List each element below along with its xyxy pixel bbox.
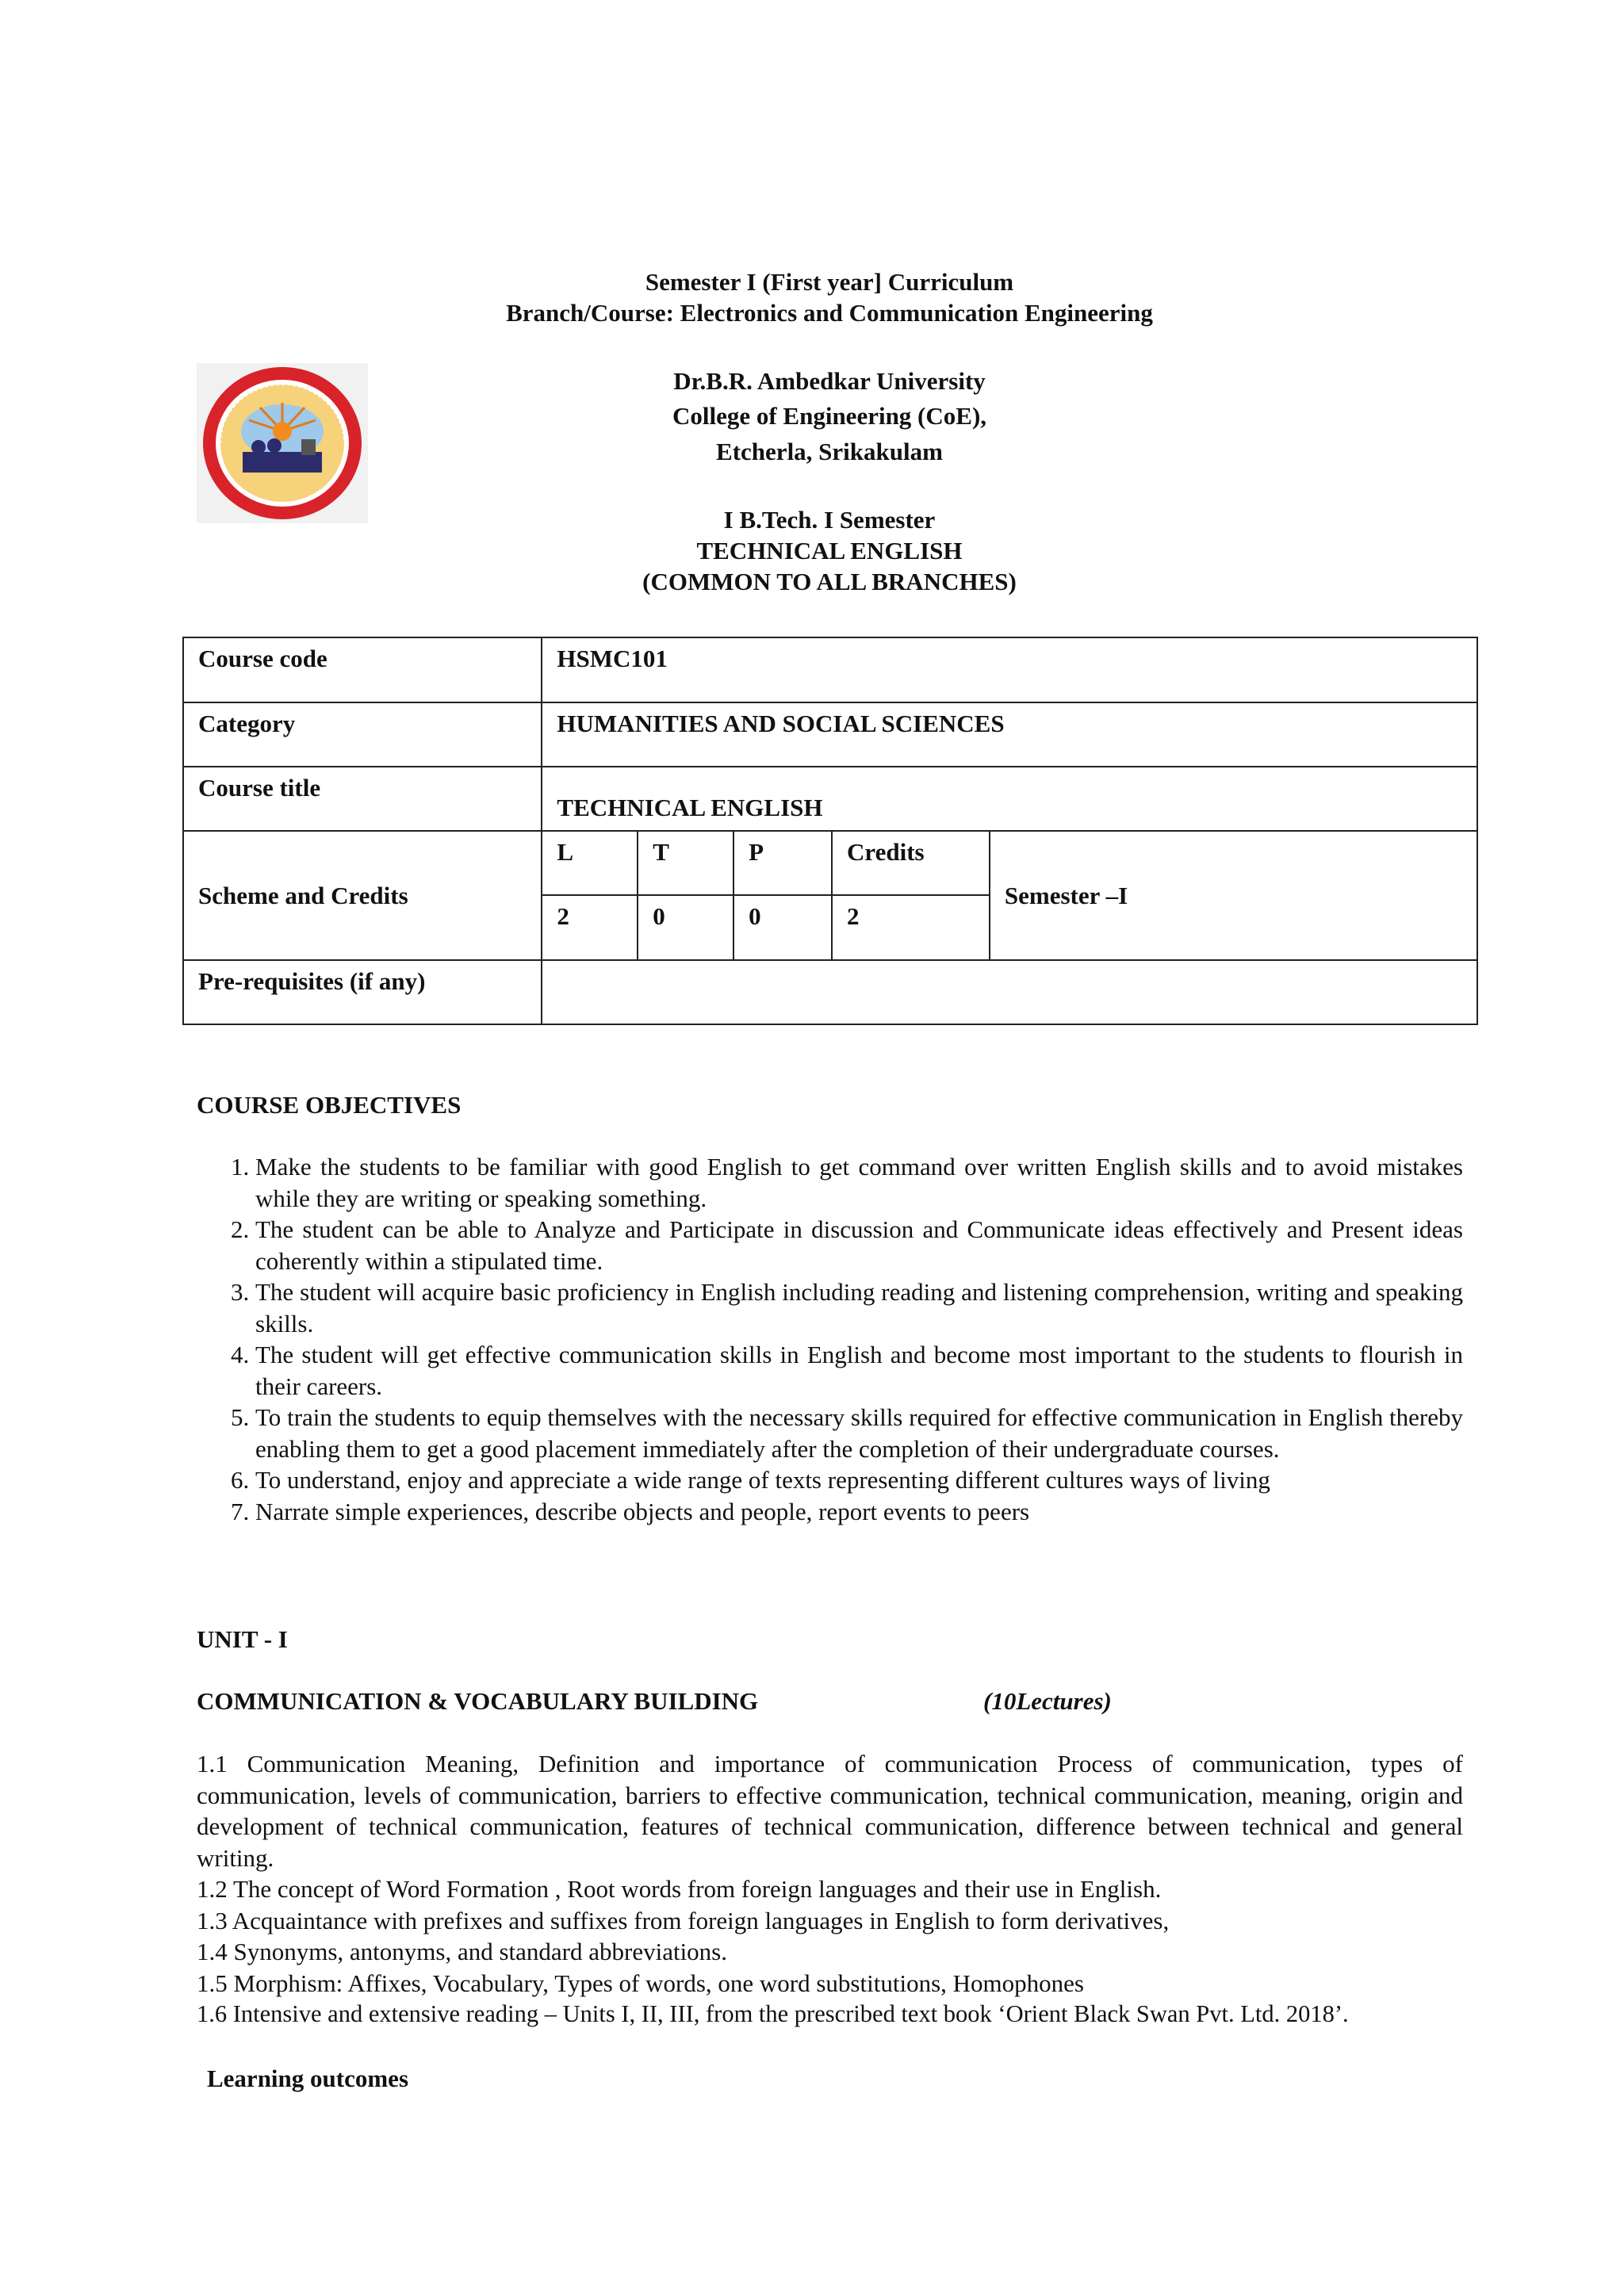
table-row — [183, 767, 1477, 831]
college-name: College of Engineering (CoE), — [672, 402, 987, 430]
scheme-value-credits: 2 — [832, 895, 990, 960]
learning-outcomes-heading: Learning outcomes — [207, 2064, 409, 2092]
category-label: Category — [183, 702, 542, 767]
scheme-header-t: T — [638, 831, 733, 895]
list-item: 4. The student will get effective communication skills in English and become most important to the students to flourish in their careers. — [255, 1339, 1463, 1402]
scheme-header-l: L — [542, 831, 638, 895]
subject-title: TECHNICAL ENGLISH — [696, 537, 963, 564]
objectives-heading: COURSE OBJECTIVES — [197, 1091, 462, 1119]
scheme-header-credits: Credits — [832, 831, 990, 895]
semester-title: I B.Tech. I Semester — [723, 506, 936, 534]
scheme-value-t: 0 — [638, 895, 733, 960]
list-item: 2. The student can be able to Analyze and Participate in discussion and Communicate ideas effectively and Present ideas coherently within a stipulated time. — [255, 1214, 1463, 1276]
scheme-header-p: P — [733, 831, 832, 895]
course-title-value: TECHNICAL ENGLISH — [542, 767, 1477, 831]
topic-item: 1.2 The concept of Word Formation , Root words from foreign languages and their use in English. — [197, 1875, 1162, 1903]
university-name: Dr.B.R. Ambedkar University — [673, 367, 986, 395]
category-value: HUMANITIES AND SOCIAL SCIENCES — [542, 702, 1477, 767]
course-code-value: HSMC101 — [542, 637, 1477, 702]
semester-value: Semester –I — [990, 831, 1477, 960]
list-item: 1. Make the students to be familiar with good English to get command over written English skills and to avoid mistakes while they are writing or speaking something. — [255, 1151, 1463, 1214]
objectives-list — [214, 1151, 1463, 1527]
curriculum-title: Semester I (First year] Curriculum — [645, 268, 1014, 296]
scheme-label: Scheme and Credits — [183, 831, 542, 960]
list-item: 7. Narrate simple experiences, describe objects and people, report events to peers — [255, 1496, 1463, 1528]
unit-heading: UNIT - I — [197, 1625, 288, 1653]
course-info-table — [182, 637, 1478, 1025]
topic-item: 1.1 Communication Meaning, Definition and importance of communication Process of communication, types of communication, levels of communication, barriers to effective communication, technical communication, meaning, origin and development of technical communication, features of technical communication, difference between technical and general writing. — [197, 1750, 1463, 1872]
table-row — [183, 960, 1477, 1024]
table-row — [183, 637, 1477, 702]
table-row — [183, 831, 1477, 895]
topic-item: 1.4 Synonyms, antonyms, and standard abbreviations. — [197, 1938, 727, 1965]
unit-topics — [197, 1748, 1463, 2030]
list-item: 6. To understand, enjoy and appreciate a wide range of texts representing different cultures ways of living — [255, 1464, 1463, 1496]
prereq-label: Pre-requisites (if any) — [183, 960, 542, 1024]
scheme-value-p: 0 — [733, 895, 832, 960]
common-note: (COMMON TO ALL BRANCHES) — [642, 568, 1017, 595]
scheme-value-l: 2 — [542, 895, 638, 960]
topic-item: 1.3 Acquaintance with prefixes and suffixes from foreign languages in English to form derivatives, — [197, 1906, 1170, 1934]
topic-item: 1.6 Intensive and extensive reading – Units I, II, III, from the prescribed text book ‘Orient Black Swan Pvt. Ltd. 2018’. — [197, 2000, 1349, 2027]
college-location: Etcherla, Srikakulam — [716, 438, 943, 465]
course-title-label: Course title — [183, 767, 542, 831]
course-code-label: Course code — [183, 637, 542, 702]
table-row — [183, 702, 1477, 767]
list-item: 3. The student will acquire basic proficiency in English including reading and listening comprehension, writing and speaking skills. — [255, 1276, 1463, 1339]
list-item: 5. To train the students to equip themselves with the necessary skills required for effective communication in English thereby enabling them to get a good placement immediately after the completion of their undergraduate courses. — [255, 1402, 1463, 1464]
unit-title: COMMUNICATION & VOCABULARY BUILDING — [197, 1687, 759, 1715]
unit-lectures: (10Lectures) — [983, 1687, 1112, 1715]
branch-title: Branch/Course: Electronics and Communication Engineering — [506, 299, 1153, 327]
prereq-value — [542, 960, 1477, 1024]
topic-item: 1.5 Morphism: Affixes, Vocabulary, Types of words, one word substitutions, Homophones — [197, 1969, 1084, 1997]
